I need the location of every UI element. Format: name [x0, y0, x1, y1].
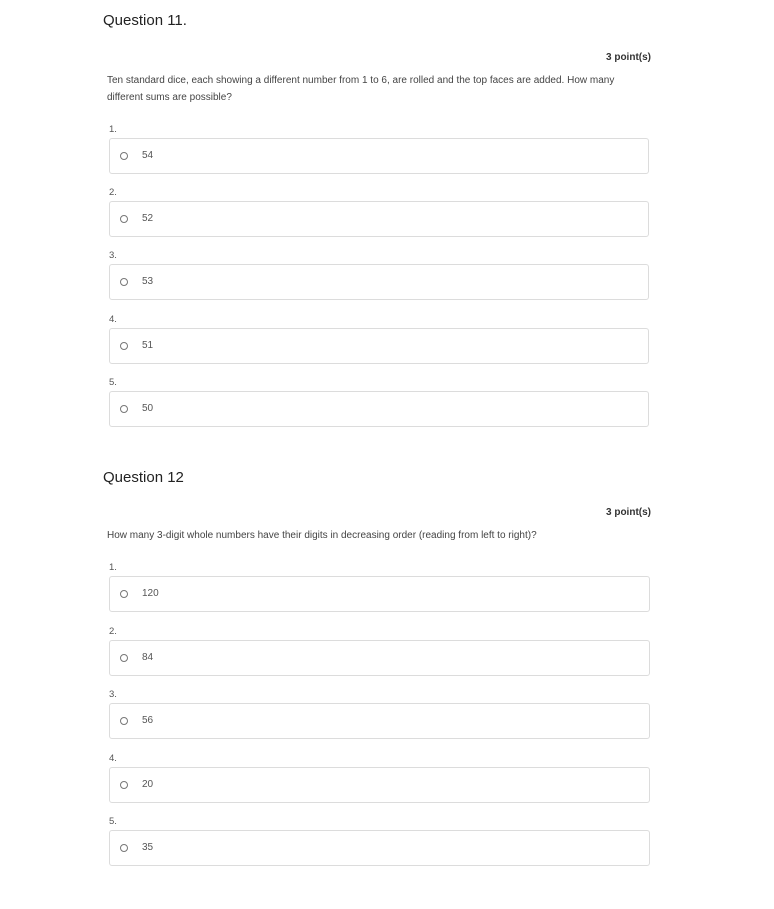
answer-option-1[interactable]: [109, 576, 650, 612]
question-title: Question 12: [103, 469, 184, 486]
answer-option-5[interactable]: [109, 830, 650, 866]
radio-button[interactable]: [120, 844, 128, 852]
answer-option-4[interactable]: [109, 328, 649, 364]
option-label: 56: [142, 715, 154, 726]
option-number: 3.: [109, 689, 117, 700]
option-label: 20: [142, 779, 154, 790]
radio-button[interactable]: [120, 342, 128, 350]
question-points: 3 point(s): [606, 507, 651, 518]
radio-button[interactable]: [120, 405, 128, 413]
radio-button[interactable]: [120, 781, 128, 789]
answer-option-3[interactable]: [109, 703, 650, 739]
option-label: 120: [142, 588, 159, 599]
answer-option-5[interactable]: [109, 391, 649, 427]
radio-button[interactable]: [120, 215, 128, 223]
answer-option-3[interactable]: [109, 264, 649, 300]
option-label: 35: [142, 842, 154, 853]
option-number: 5.: [109, 377, 117, 388]
question-text: How many 3-digit whole numbers have their digits in decreasing order (reading from left to right)?: [107, 530, 537, 541]
answer-option-4[interactable]: [109, 767, 650, 803]
option-number: 3.: [109, 250, 117, 261]
option-number: 1.: [109, 562, 117, 573]
option-label: 84: [142, 652, 154, 663]
option-number: 4.: [109, 314, 117, 325]
option-number: 1.: [109, 124, 117, 135]
option-label: 51: [142, 340, 154, 351]
radio-button[interactable]: [120, 152, 128, 160]
answer-option-1[interactable]: [109, 138, 649, 174]
option-label: 54: [142, 150, 154, 161]
answer-option-2[interactable]: [109, 201, 649, 237]
radio-button[interactable]: [120, 278, 128, 286]
question-points: 3 point(s): [606, 52, 651, 63]
question-title: Question 11.: [103, 12, 187, 29]
question-text: Ten standard dice, each showing a different number from 1 to 6, are rolled and the top faces are added. How many different sums are possible?: [107, 75, 615, 103]
option-label: 53: [142, 276, 154, 287]
option-label: 50: [142, 403, 154, 414]
radio-button[interactable]: [120, 590, 128, 598]
radio-button[interactable]: [120, 654, 128, 662]
answer-option-2[interactable]: [109, 640, 650, 676]
option-number: 5.: [109, 816, 117, 827]
option-label: 52: [142, 213, 154, 224]
radio-button[interactable]: [120, 717, 128, 725]
option-number: 4.: [109, 753, 117, 764]
option-number: 2.: [109, 626, 117, 637]
option-number: 2.: [109, 187, 117, 198]
